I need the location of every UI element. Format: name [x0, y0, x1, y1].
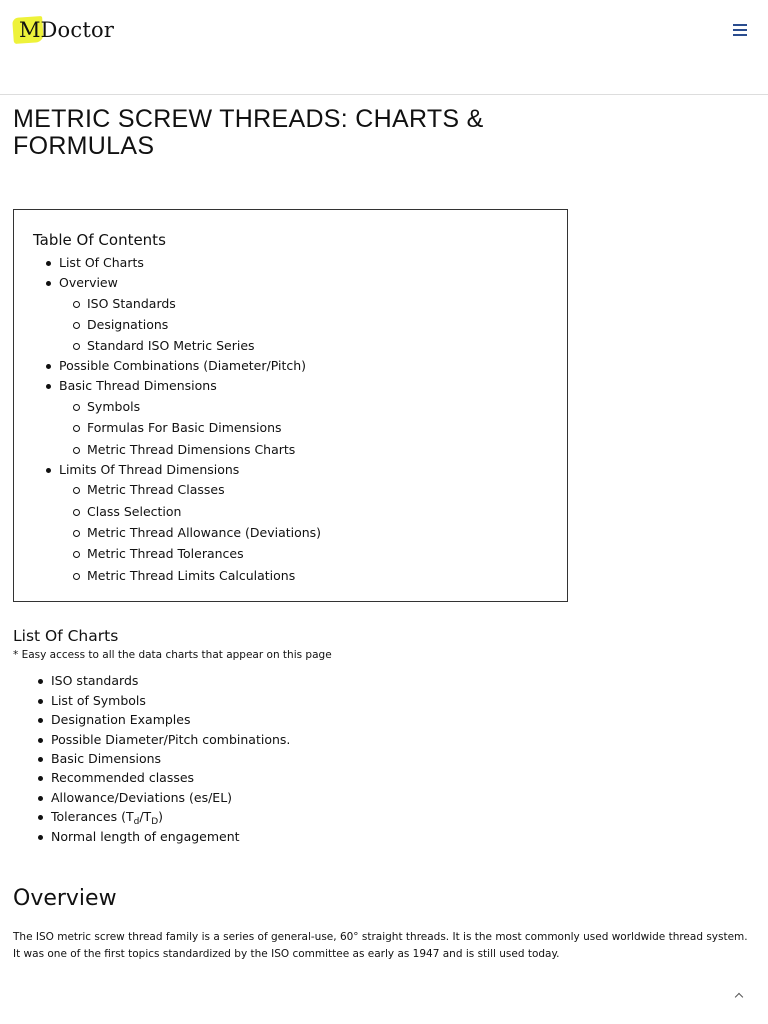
toc-title: Table Of Contents: [33, 231, 166, 249]
bullet-icon: [46, 261, 51, 266]
toc-item-metric-thread-classes[interactable]: Metric Thread Classes: [87, 482, 225, 497]
ring-bullet-icon: [73, 343, 80, 350]
ring-bullet-icon: [73, 322, 80, 329]
chart-link-normal-length-engagement[interactable]: Normal length of engagement: [51, 829, 240, 844]
site-header: [0, 0, 768, 95]
bullet-icon: [38, 796, 43, 801]
bullet-icon: [46, 364, 51, 369]
bullet-icon: [38, 699, 43, 704]
toc-item-metric-thread-tolerances[interactable]: Metric Thread Tolerances: [87, 546, 244, 561]
list-of-charts-heading: List Of Charts: [13, 627, 119, 645]
toc-item-designations[interactable]: Designations: [87, 317, 168, 332]
list-of-charts-note: * Easy access to all the data charts that appear on this page: [13, 649, 332, 661]
chart-link-tolerances[interactable]: Tolerances $(T_d/T_D)$: [51, 809, 163, 827]
toc-item-metric-thread-limits-calculations[interactable]: Metric Thread Limits Calculations: [87, 568, 295, 583]
hamburger-menu-icon[interactable]: [733, 24, 747, 36]
page-title: METRIC SCREW THREADS: CHARTS & FORMULAS: [13, 105, 484, 160]
ring-bullet-icon: [73, 301, 80, 308]
bullet-icon: [38, 815, 43, 820]
bullet-icon: [38, 835, 43, 840]
toc-item-basic-thread-dimensions[interactable]: Basic Thread Dimensions: [59, 378, 217, 393]
chart-link-recommended-classes[interactable]: Recommended classes: [51, 770, 194, 785]
chart-link-designation-examples[interactable]: Designation Examples: [51, 712, 190, 727]
overview-heading: Overview: [13, 886, 117, 911]
ring-bullet-icon: [73, 573, 80, 580]
chart-link-diameter-pitch[interactable]: Possible Diameter/Pitch combinations.: [51, 732, 290, 747]
chart-link-list-of-symbols[interactable]: List of Symbols: [51, 693, 146, 708]
chart-link-basic-dimensions[interactable]: Basic Dimensions: [51, 751, 161, 766]
ring-bullet-icon: [73, 425, 80, 432]
bullet-icon: [38, 757, 43, 762]
chevron-up-icon[interactable]: [733, 989, 745, 1001]
toc-item-symbols[interactable]: Symbols: [87, 399, 140, 414]
bullet-icon: [38, 718, 43, 723]
toc-item-standard-iso-metric-series[interactable]: Standard ISO Metric Series: [87, 338, 255, 353]
overview-paragraph: The ISO metric screw thread family is a series of general-use, 60° straight threads. It is the most commonly used worldwide thread system. It was one of the first topics standardized by the ISO committee as early as 1947 and is still used today.: [13, 931, 748, 960]
bullet-icon: [38, 776, 43, 781]
toc-item-formulas-basic-dimensions[interactable]: Formulas For Basic Dimensions: [87, 420, 282, 435]
bullet-icon: [46, 384, 51, 389]
ring-bullet-icon: [73, 551, 80, 558]
toc-item-metric-thread-allowance[interactable]: Metric Thread Allowance (Deviations): [87, 525, 321, 540]
chart-link-allowance-deviations[interactable]: Allowance/Deviations (es/EL): [51, 790, 232, 805]
ring-bullet-icon: [73, 530, 80, 537]
toc-item-iso-standards[interactable]: ISO Standards: [87, 296, 176, 311]
bullet-icon: [46, 281, 51, 286]
ring-bullet-icon: [73, 447, 80, 454]
toc-item-possible-combinations[interactable]: Possible Combinations (Diameter/Pitch): [59, 358, 306, 373]
toc-item-limits-of-thread-dimensions[interactable]: Limits Of Thread Dimensions: [59, 462, 239, 477]
ring-bullet-icon: [73, 509, 80, 516]
logo-text: Doctor: [40, 18, 115, 42]
ring-bullet-icon: [73, 404, 80, 411]
site-logo[interactable]: [13, 14, 114, 46]
toc-item-list-of-charts[interactable]: List Of Charts: [59, 255, 144, 270]
ring-bullet-icon: [73, 487, 80, 494]
bullet-icon: [38, 679, 43, 684]
toc-item-metric-thread-dimensions-charts[interactable]: Metric Thread Dimensions Charts: [87, 442, 295, 457]
logo-letter: M: [19, 18, 41, 42]
table-of-contents: [13, 209, 568, 602]
bullet-icon: [46, 468, 51, 473]
toc-item-overview[interactable]: Overview: [59, 275, 118, 290]
bullet-icon: [38, 738, 43, 743]
chart-link-iso-standards[interactable]: ISO standards: [51, 673, 138, 688]
toc-item-class-selection[interactable]: Class Selection: [87, 504, 181, 519]
